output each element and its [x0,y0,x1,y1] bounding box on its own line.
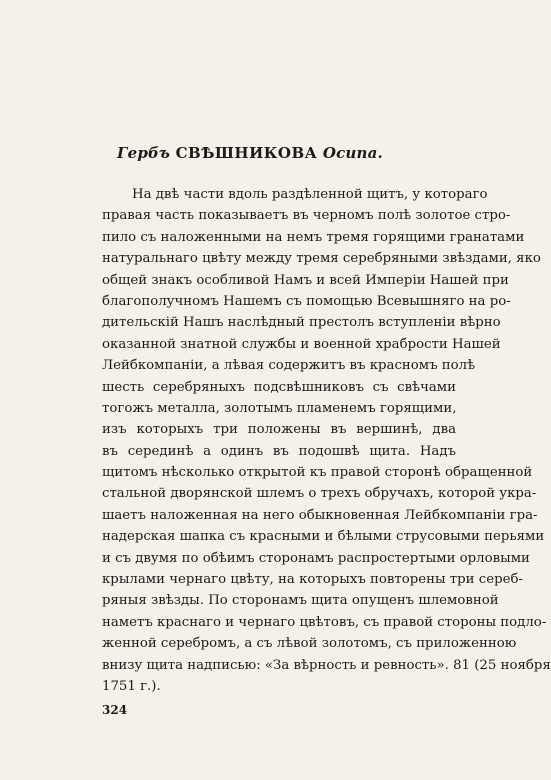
text-line: и съ двумя по обѣимъ сторонамъ распростертыми орловыми [102,550,530,566]
title-prefix: Гербъ [117,144,171,162]
text-line: 1751 г.). [102,678,161,694]
text-line: пило съ наложенными на немъ тремя горящими гранатами [102,229,525,245]
text-line: На двѣ части вдоль раздѣленной щитъ, у котораго [132,187,488,202]
text-line: изъ которыхъ три положены въ вершинѣ, два [102,422,456,438]
text-line: общей знакъ особливой Намъ и всей Имперіи Нашей при [102,272,509,288]
text-line: тогожъ металла, золотымъ пламенемъ горящими, [102,400,457,416]
text-line: крылами чернаго цвѣту, на которыхъ повторены три сереб- [102,572,523,588]
text-line: оказанной знатной службы и военной храбрости Нашей [102,336,501,352]
text-line: шесть серебряныхъ подсвѣшниковъ съ свѣчами [102,379,456,395]
text-line: надерская шапка съ красными и бѣлыми струсовыми перьями [102,529,545,545]
page-title [0,144,500,162]
text-line: щитомъ нѣсколько открытой къ правой сторонѣ обращенной [102,465,533,481]
text-line: стальной дворянской шлемъ о трехъ обручахъ, которой укра- [102,486,537,502]
text-line: Лейбкомпаніи, а лѣвая содержитъ въ красномъ полѣ [102,358,476,374]
text-line: натуральнаго цвѣту между тремя серебряными звѣздами, яко [102,251,541,267]
text-line: дительскій Нашъ наслѣдный престолъ вступленіи вѣрно [102,315,501,331]
text-line: шаетъ наложенная на него обыкновенная Лейбкомпаніи гра- [102,507,538,523]
text-line: въ серединѣ а одинъ въ подошвѣ щита. Надъ [102,443,456,459]
text-line: внизу щита надписью: «За вѣрность и ревность». 81 (25 ноября [102,657,551,673]
title-name: Осипа. [322,144,383,162]
title-surname: СВѢШНИКОВА [175,144,318,162]
text-line: благополучномъ Нашемъ съ помощью Всевышняго на ро- [102,293,511,309]
text-line: наметъ краснаго и чернаго цвѣтовъ, съ правой стороны подло- [102,614,547,630]
page-number: 324 [102,703,128,717]
body-paragraph [102,184,551,697]
text-line: правая часть показываетъ въ черномъ полѣ золотое стро- [102,208,511,224]
text-line: ряныя звѣзды. По сторонамъ щита опущенъ шлемовной [102,593,499,609]
text-line: женной серебромъ, а съ лѣвой золотомъ, съ приложенною [102,636,517,652]
